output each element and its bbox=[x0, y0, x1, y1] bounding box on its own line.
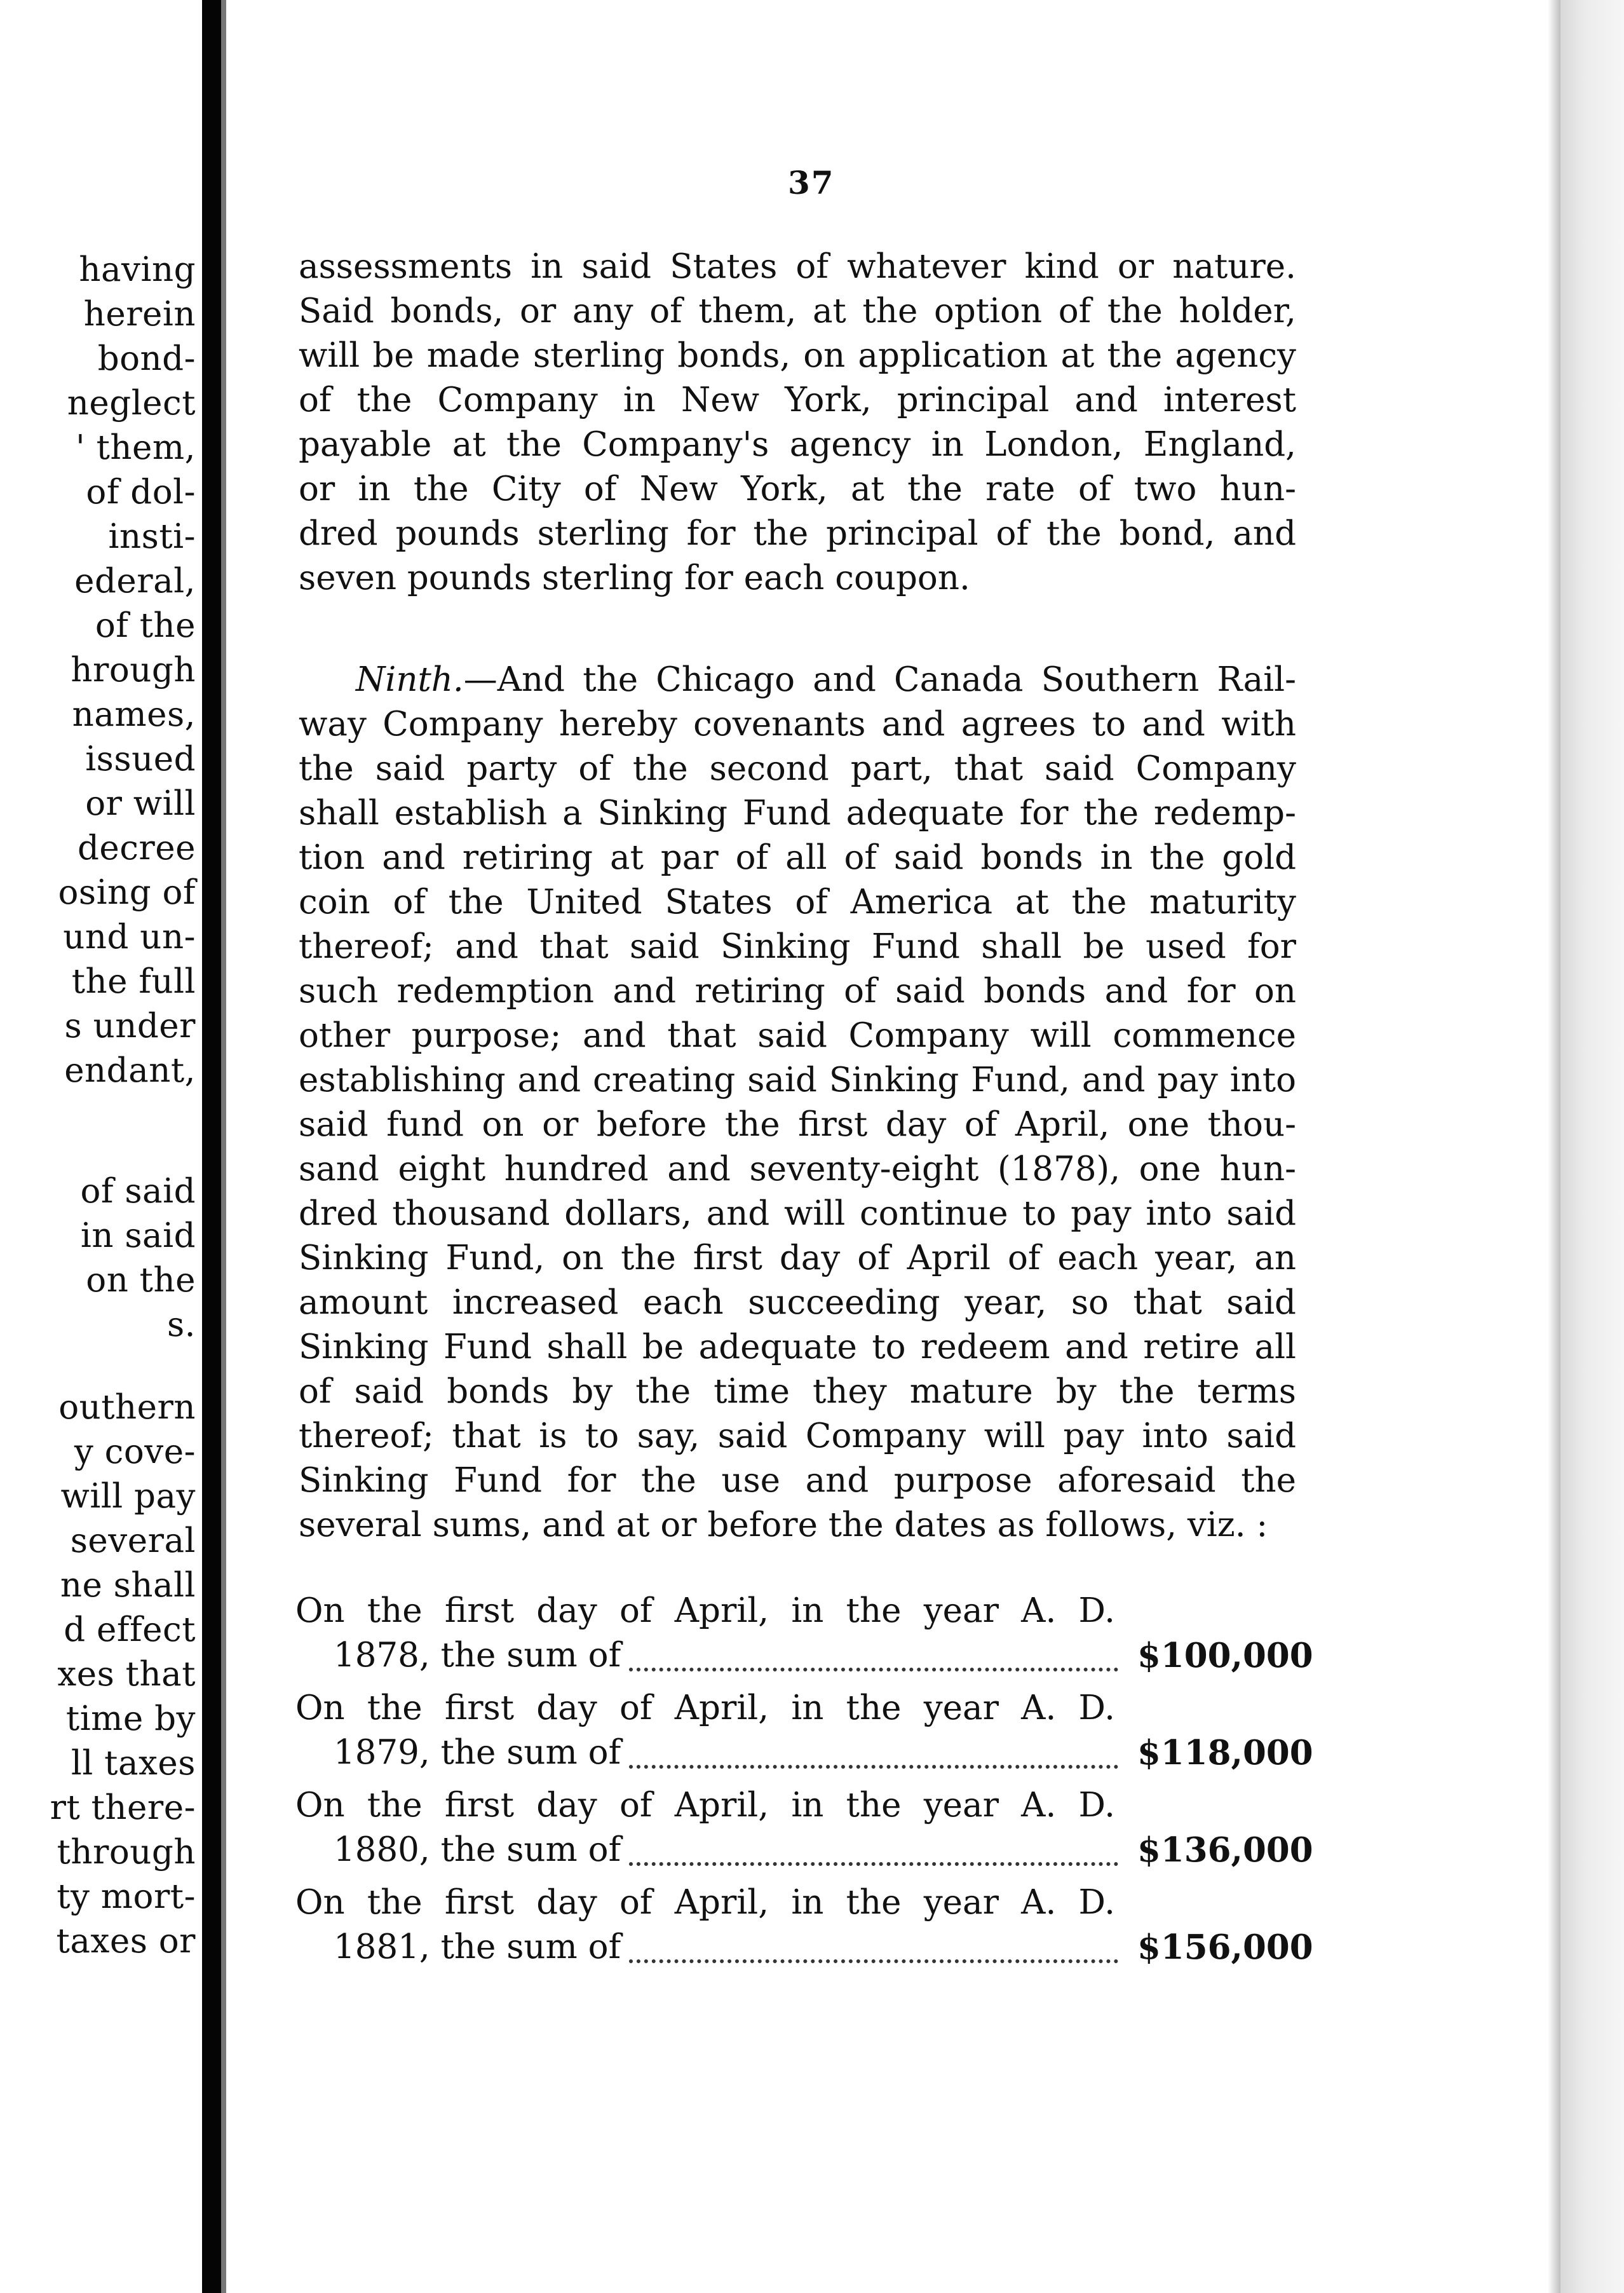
dot-leader bbox=[629, 1762, 1118, 1769]
text-line: other purpose; and that said Company will commence bbox=[299, 1016, 1296, 1055]
facing-page-line: the full bbox=[71, 962, 196, 1001]
text-line: amount increased each succeeding year, so that said bbox=[299, 1283, 1296, 1322]
schedule-amount: $156,000 bbox=[1137, 1928, 1313, 1967]
facing-page-line: having bbox=[79, 250, 196, 289]
schedule-date-line: On the first day of April, in the year A. D. bbox=[295, 1591, 1115, 1630]
schedule-amount: $136,000 bbox=[1137, 1830, 1313, 1870]
text-line: of said bonds by the time they mature by the terms bbox=[299, 1372, 1296, 1411]
text-line: coin of the United States of America at the maturity bbox=[299, 883, 1296, 922]
text-line: Sinking Fund, on the first day of April of each year, an bbox=[299, 1239, 1296, 1277]
schedule-amount: $100,000 bbox=[1137, 1636, 1313, 1675]
facing-page-line: bond- bbox=[97, 339, 196, 378]
text-line: tion and retiring at par of all of said bonds in the gold bbox=[299, 838, 1296, 877]
text-line: several sums, and at or before the dates as follows, viz. : bbox=[299, 1506, 1268, 1544]
text-line: or in the City of New York, at the rate of two hun- bbox=[299, 470, 1296, 508]
facing-page-line: xes that bbox=[57, 1655, 196, 1694]
schedule-date-line: On the first day of April, in the year A. D. bbox=[295, 1689, 1115, 1727]
schedule-year-line: 1878, the sum of bbox=[334, 1636, 621, 1675]
facing-page-line: rt there- bbox=[50, 1788, 196, 1827]
facing-page-line: of dol- bbox=[86, 473, 196, 512]
book-binding-gutter bbox=[202, 0, 221, 2293]
text-line: Said bonds, or any of them, at the option of the holder, bbox=[299, 292, 1296, 330]
facing-page-line: d effect bbox=[64, 1610, 196, 1649]
schedule-date-line: On the first day of April, in the year A. D. bbox=[295, 1786, 1115, 1825]
text-line: shall establish a Sinking Fund adequate for the redemp- bbox=[299, 794, 1296, 833]
text-line: such redemption and retiring of said bonds and for on bbox=[299, 972, 1296, 1010]
text-line: Sinking Fund for the use and purpose aforesaid the bbox=[299, 1461, 1296, 1500]
page-edge bbox=[1560, 0, 1624, 2293]
text-line: assessments in said States of whatever kind or nature. bbox=[299, 247, 1296, 286]
facing-page-line: ll taxes bbox=[71, 1744, 196, 1783]
facing-page-line: time by bbox=[65, 1699, 196, 1738]
facing-page-line: in said bbox=[80, 1216, 196, 1255]
dot-leader bbox=[629, 1665, 1118, 1671]
page-edge-shadow bbox=[1548, 0, 1560, 2293]
facing-page-line: issued bbox=[85, 740, 196, 779]
facing-page-line: ederal, bbox=[74, 562, 196, 601]
facing-page-line: outhern bbox=[58, 1388, 196, 1427]
facing-page bbox=[0, 0, 202, 2293]
facing-page-line: s. bbox=[166, 1305, 196, 1344]
facing-page-line: insti- bbox=[108, 517, 196, 556]
facing-page-line: und un- bbox=[63, 918, 196, 956]
dot-leader bbox=[629, 1860, 1118, 1866]
facing-page-line: of said bbox=[80, 1172, 196, 1211]
text-line: the said party of the second part, that said Company bbox=[299, 749, 1296, 788]
text-line: establishing and creating said Sinking Fund, and pay into bbox=[299, 1061, 1296, 1099]
text-line: seven pounds sterling for each coupon. bbox=[299, 559, 970, 597]
schedule-year-line: 1879, the sum of bbox=[334, 1733, 621, 1772]
text-line: Sinking Fund shall be adequate to redeem and retire all bbox=[299, 1328, 1296, 1366]
facing-page-line: several bbox=[70, 1521, 196, 1560]
gutter-shadow bbox=[221, 0, 226, 2293]
facing-page-line: ty mort- bbox=[57, 1877, 196, 1916]
facing-page-line: y cove- bbox=[74, 1432, 196, 1471]
section-lead-ninth: Ninth. bbox=[356, 660, 464, 699]
schedule-year-line: 1881, the sum of bbox=[334, 1928, 621, 1966]
text-line: said fund on or before the first day of April, one thou- bbox=[299, 1105, 1296, 1144]
text-line: sand eight hundred and seventy-eight (1878), one hun- bbox=[299, 1150, 1296, 1188]
facing-page-line: ne shall bbox=[60, 1566, 196, 1605]
text-span: —And the Chicago and Canada Southern Rail- bbox=[463, 660, 1296, 699]
text-line bbox=[356, 658, 1296, 702]
facing-page-line: through bbox=[57, 1833, 196, 1872]
schedule-date-line: On the first day of April, in the year A. D. bbox=[295, 1883, 1115, 1922]
facing-page-line: osing of bbox=[58, 873, 196, 912]
facing-page-line: on the bbox=[86, 1261, 196, 1300]
facing-page-line: taxes or bbox=[56, 1922, 196, 1961]
facing-page-line: or will bbox=[85, 784, 196, 823]
facing-page-line: ' them, bbox=[76, 428, 196, 467]
facing-page-line: herein bbox=[83, 295, 196, 334]
facing-page-line: will pay bbox=[60, 1477, 196, 1516]
text-line: payable at the Company's agency in London, England, bbox=[299, 425, 1296, 464]
facing-page-line: hrough bbox=[71, 651, 196, 690]
text-line: will be made sterling bonds, on application at the agency bbox=[299, 336, 1296, 375]
page-number: 37 bbox=[788, 164, 835, 201]
dot-leader bbox=[629, 1957, 1118, 1963]
text-line: way Company hereby covenants and agrees to and with bbox=[299, 705, 1296, 744]
text-line: thereof; and that said Sinking Fund shall be used for bbox=[299, 927, 1296, 966]
facing-page-line: decree bbox=[77, 829, 196, 868]
facing-page-line: endant, bbox=[64, 1051, 196, 1090]
text-line: dred pounds sterling for the principal of the bond, and bbox=[299, 514, 1296, 553]
facing-page-line: names, bbox=[72, 695, 196, 734]
schedule-amount: $118,000 bbox=[1137, 1733, 1313, 1772]
text-line: of the Company in New York, principal and interest bbox=[299, 381, 1296, 419]
text-line: dred thousand dollars, and will continue to pay into said bbox=[299, 1194, 1296, 1233]
facing-page-line: neglect bbox=[67, 384, 196, 423]
schedule-year-line: 1880, the sum of bbox=[334, 1830, 621, 1869]
facing-page-line: s under bbox=[64, 1007, 196, 1045]
text-line: thereof; that is to say, said Company will pay into said bbox=[299, 1417, 1296, 1455]
facing-page-line: of the bbox=[95, 606, 196, 645]
